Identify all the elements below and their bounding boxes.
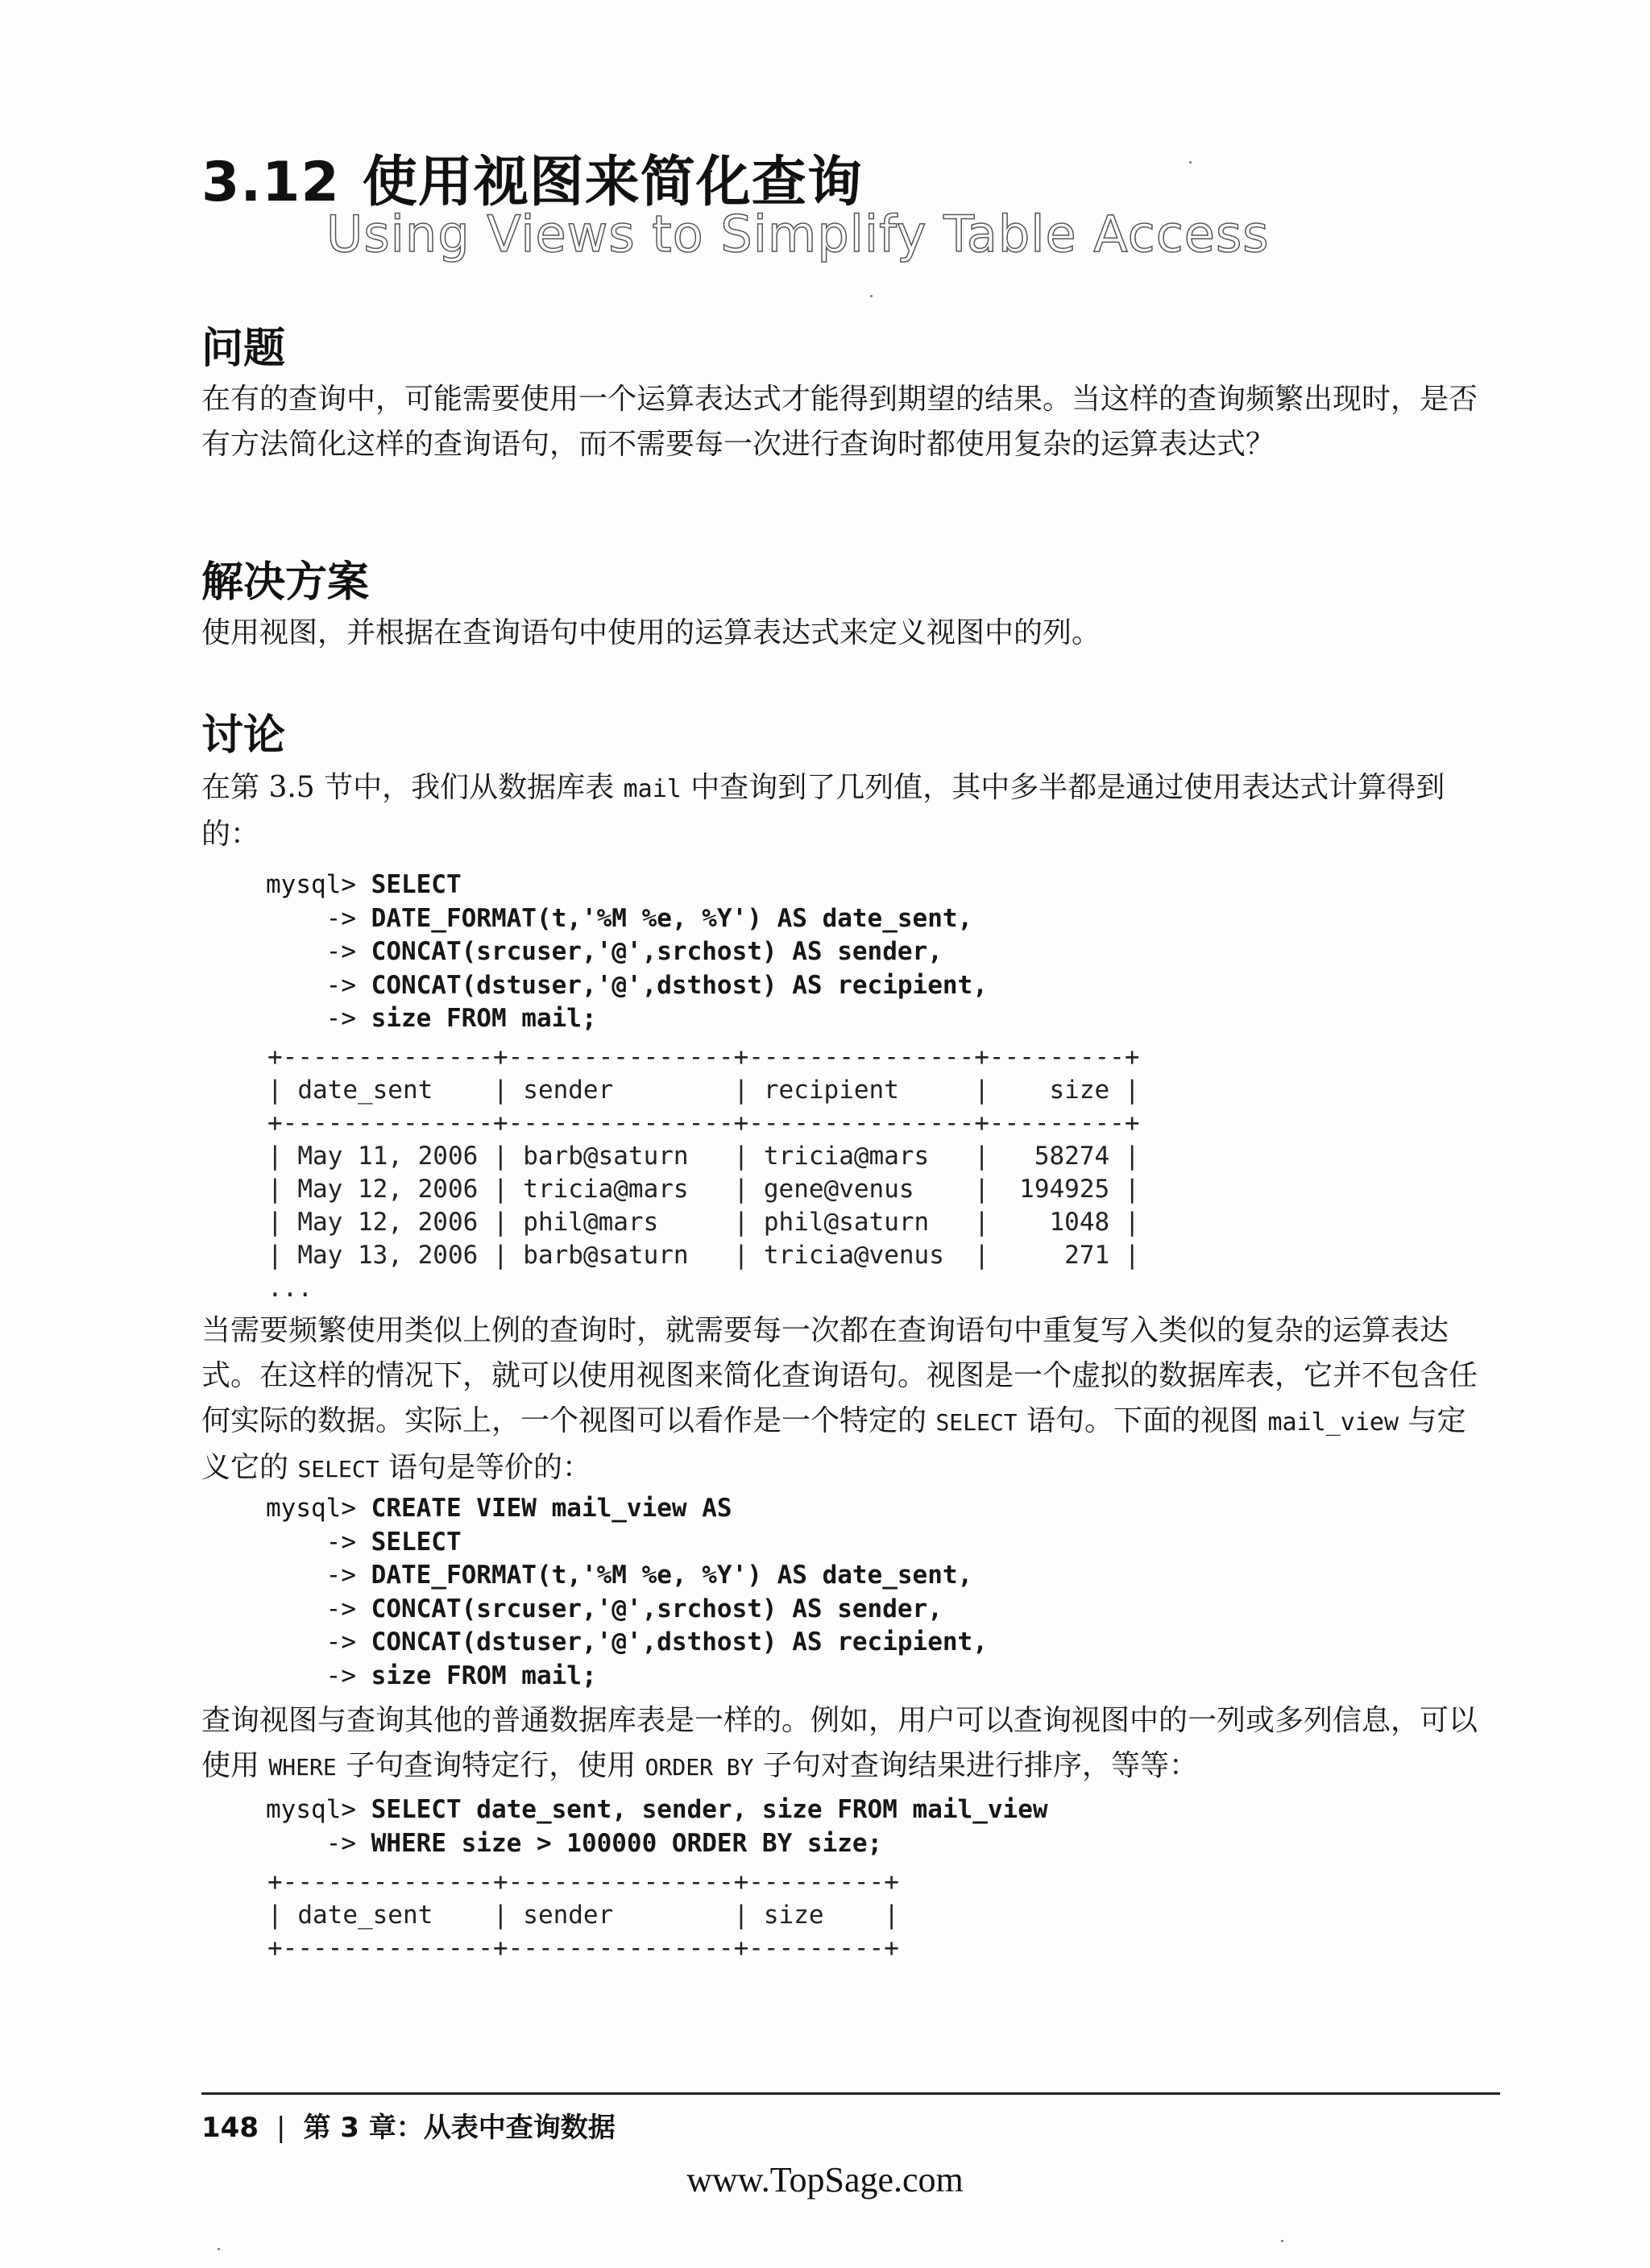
section-subtitle: Using Views to Simplify Table Access [326,205,1270,263]
query1-cont: -> [266,1004,371,1033]
solution-heading: 解决方案 [201,558,370,607]
table-row: | May 12, 2006 | phil@mars | phil@saturn | 1048 | [267,1208,1140,1237]
table-header: | date_sent | sender | size | [267,1901,899,1930]
problem-heading: 问题 [201,325,286,373]
section-title-text: 使用视图来简化查询 [362,151,863,214]
query2-line-1: DATE_FORMAT(t,'%M %e, %Y') AS date_sent, [371,1561,973,1590]
table-border: +--------------+---------------+---------------+---------+ [267,1043,1140,1072]
query1-line-3: CONCAT(dstuser,'@',dsthost) AS recipient, [371,970,988,1000]
discussion-heading: 讨论 [201,711,286,760]
query3-code-block [266,1793,1048,1860]
query2-prompt: mysql> [266,1494,371,1523]
footer-rule [201,2092,1500,2095]
page-number: 148 [201,2112,259,2144]
para3-text-b: 子句查询特定行，使用 [336,1749,645,1782]
page-footer [201,2105,616,2145]
table-border: +--------------+---------------+---------+ [267,1934,899,1963]
query2-cont: -> [266,1661,371,1690]
discussion-paragraph-2 [201,1308,1482,1492]
chapter-title: 第 3 章：从表中查询数据 [303,2112,616,2144]
watermark: www.TopSage.com [686,2160,964,2200]
table-row: | May 13, 2006 | barb@saturn | tricia@venus | 271 | [267,1241,1140,1270]
scan-speck [218,2248,220,2250]
table-border: +--------------+---------------+---------+ [267,1868,899,1897]
para2-text-b: 语句。下面的视图 [1017,1404,1268,1437]
query1-line-0: SELECT [371,870,462,899]
result-table-1 [267,1041,1140,1305]
table-header: | date_sent | sender | recipient | size | [267,1076,1140,1105]
scan-speck [1281,2240,1283,2242]
query3-line-0: WHERE size > 100000 ORDER BY size; [371,1828,883,1858]
para3-text-c: 子句对查询结果进行排序，等等： [753,1749,1198,1782]
para3-text-a: 查询视图与查询其他的普通数据库表是一样的。例如，用户可以查询视图中的一列或多列信息，可以使用 [201,1704,1478,1782]
discussion-intro [201,765,1482,857]
query1-line-4: size FROM mail; [371,1004,597,1033]
query2-line-2: CONCAT(srcuser,'@',srchost) AS sender, [371,1594,943,1623]
problem-text: 在有的查询中，可能需要使用一个运算表达式才能得到期望的结果。当这样的查询频繁出现时，是否有方法简化这样的查询语句，而不需要每一次进行查询时都使用复杂的运算表达式？ [201,383,1478,461]
para2-text-d: 语句是等价的： [379,1451,592,1484]
table-ellipsis: ... [267,1274,313,1303]
query1-line-2: CONCAT(srcuser,'@',srchost) AS sender, [371,937,943,966]
discussion-paragraph-3 [201,1698,1482,1790]
query3-prompt: mysql> [266,1795,371,1824]
query2-line-3: CONCAT(dstuser,'@',dsthost) AS recipient, [371,1627,988,1656]
para3-code-where: WHERE [268,1754,337,1781]
intro-text-b: 中查询到了几列值，其中多半都是通过使用表达式计算得到的： [201,771,1445,851]
section-number: 3.12 [201,151,340,214]
table-row: | May 12, 2006 | tricia@mars | gene@venus | 194925 | [267,1175,1140,1204]
query2-line-0: SELECT [371,1527,462,1557]
table-row: | May 11, 2006 | barb@saturn | tricia@mars | 58274 | [267,1142,1140,1171]
para2-code-select: SELECT [935,1409,1018,1436]
query2-cont: -> [266,1627,371,1656]
query2-line-4: size FROM mail; [371,1661,597,1690]
scan-speck [870,295,873,297]
footer-separator: | [276,2112,286,2144]
query2-cont: -> [266,1561,371,1590]
para2-code-select-2: SELECT [297,1456,379,1482]
para2-code-mail-view: mail_view [1267,1408,1399,1437]
query1-code-block [266,869,988,1036]
scan-speck [1189,161,1192,164]
para2-text-c: 与定义它的 [201,1404,1466,1484]
intro-code-mail: mail [623,775,682,803]
query2-first: CREATE VIEW mail_view AS [371,1494,732,1523]
query1-line-1: DATE_FORMAT(t,'%M %e, %Y') AS date_sent, [371,903,973,933]
query2-cont: -> [266,1527,371,1557]
query1-prompt: mysql> [266,870,371,899]
query1-cont: -> [266,903,371,933]
result-table-2 [267,1866,899,1965]
intro-text-a: 在第 3.5 节中，我们从数据库表 [201,771,624,804]
query2-code-block [266,1492,988,1693]
solution-text: 使用视图，并根据在查询语句中使用的运算表达式来定义视图中的列。 [201,616,1101,649]
query1-cont: -> [266,937,371,966]
query2-cont: -> [266,1594,371,1623]
query1-cont: -> [266,970,371,1000]
para2-text-a: 当需要频繁使用类似上例的查询时，就需要每一次都在查询语句中重复写入类似的复杂的运算表达式。在这样的情况下，就可以使用视图来简化查询语句。视图是一个虚拟的数据库表，它并不包含任何实际的数据。实际上，一个视图可以看作是一个特定的 [201,1314,1478,1437]
query3-cont: -> [266,1828,371,1858]
para3-code-order-by: ORDER BY [645,1754,754,1781]
table-border: +--------------+---------------+---------------+---------+ [267,1109,1140,1138]
query3-first: SELECT date_sent, sender, size FROM mail_view [371,1795,1048,1824]
